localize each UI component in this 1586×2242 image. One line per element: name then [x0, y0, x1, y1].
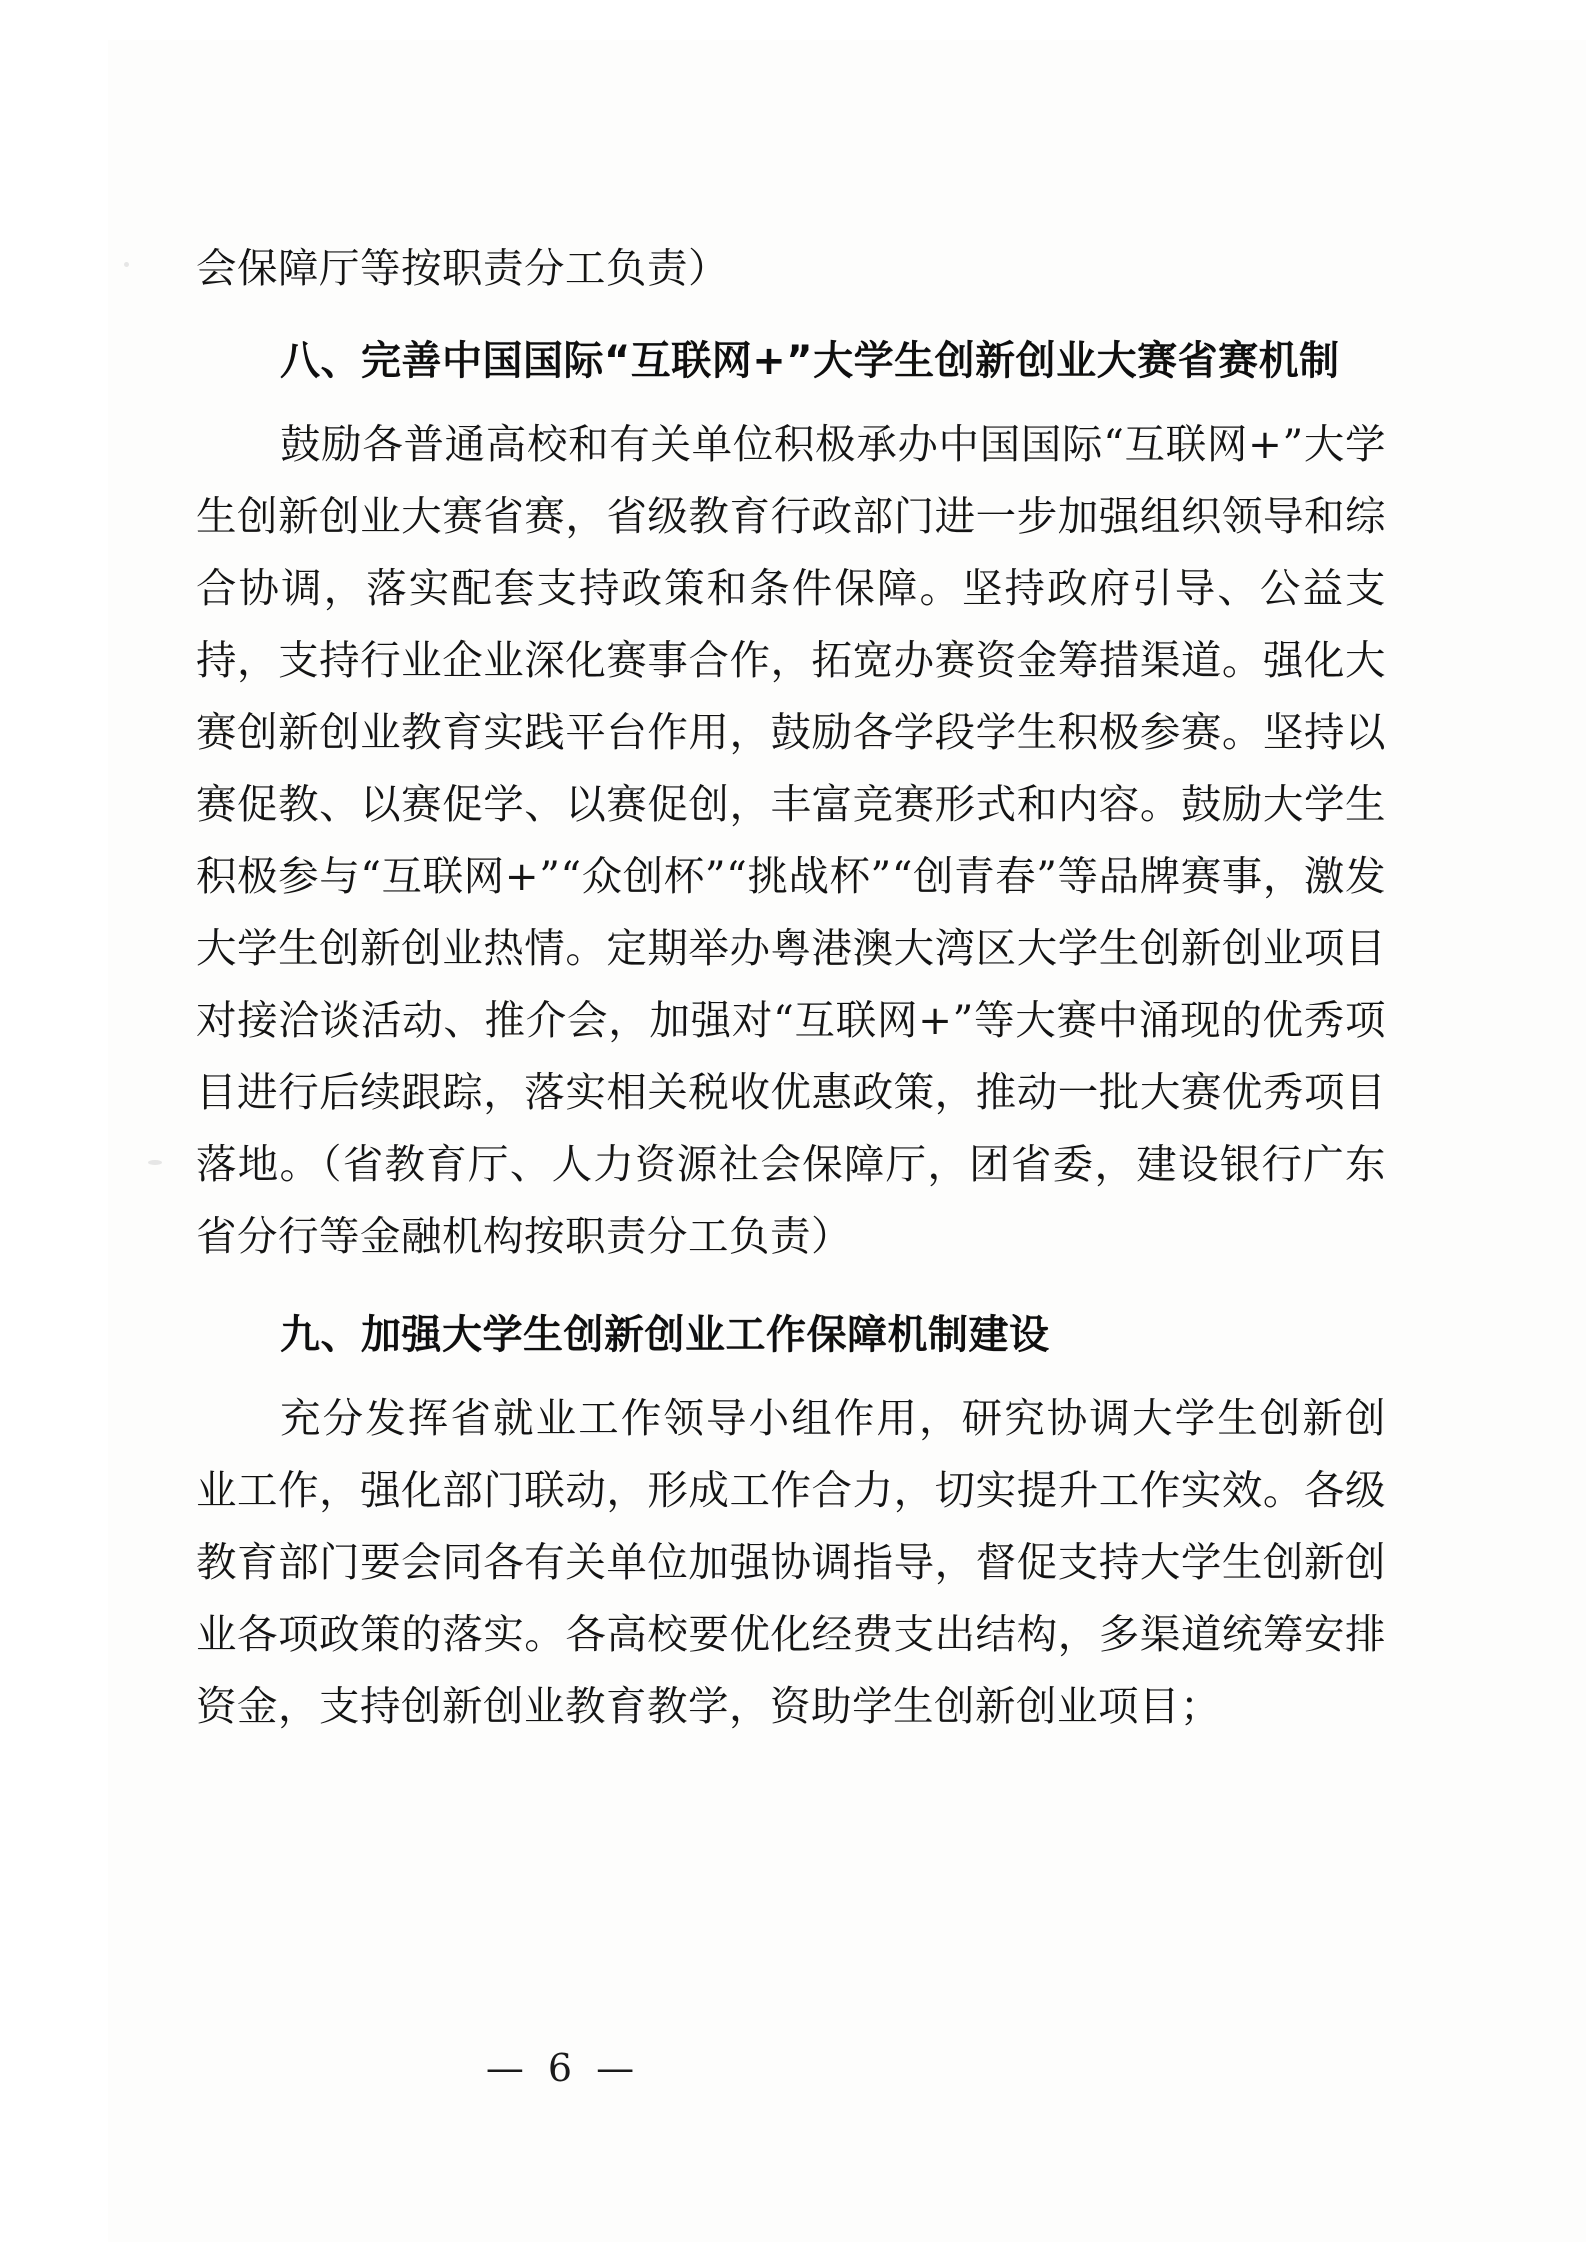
- document-body: [196, 232, 1386, 1742]
- scan-speck: [148, 1160, 162, 1165]
- page-left-margin: [0, 0, 108, 2242]
- paragraph-section-9: 充分发挥省就业工作领导小组作用，研究协调大学生创新创业工作，强化部门联动，形成工作合力，切实提升工作实效。各级教育部门要会同各有关单位加强协调指导，督促支持大学生创新创业各项政策的落实。各高校要优化经费支出结构，多渠道统筹安排资金，支持创新创业教育教学，资助学生创新创业项目；: [196, 1394, 1386, 1730]
- page-number: — 6 —: [485, 2046, 641, 2090]
- page-top-margin: [0, 0, 1586, 40]
- paragraph-continuation: 会保障厅等按职责分工负责）: [196, 244, 729, 292]
- paragraph-section-8: 鼓励各普通高校和有关单位积极承办中国国际“互联网+”大学生创新创业大赛省赛，省级教育行政部门进一步加强组织领导和综合协调，落实配套支持政策和条件保障。坚持政府引导、公益支持，支持行业企业深化赛事合作，拓宽办赛资金筹措渠道。强化大赛创新创业教育实践平台作用，鼓励各学段学生积极参赛。坚持以赛促教、以赛促学、以赛促创，丰富竞赛形式和内容。鼓励大学生积极参与“互联网+”“众创杯”“挑战杯”“创青春”等品牌赛事，激发大学生创新创业热情。定期举办粤港澳大湾区大学生创新创业项目对接洽谈活动、推介会，加强对“互联网+”等大赛中涌现的优秀项目进行后续跟踪，落实相关税收优惠政策，推动一批大赛优秀项目落地。（省教育厅、人力资源社会保障厅，团省委，建设银行广东省分行等金融机构按职责分工负责）: [196, 420, 1386, 1260]
- section-heading-9: 九、加强大学生创新创业工作保障机制建设: [280, 1312, 1050, 1358]
- section-heading-8: 八、完善中国国际“互联网+”大学生创新创业大赛省赛机制: [280, 338, 1340, 384]
- scan-speck: [124, 262, 129, 267]
